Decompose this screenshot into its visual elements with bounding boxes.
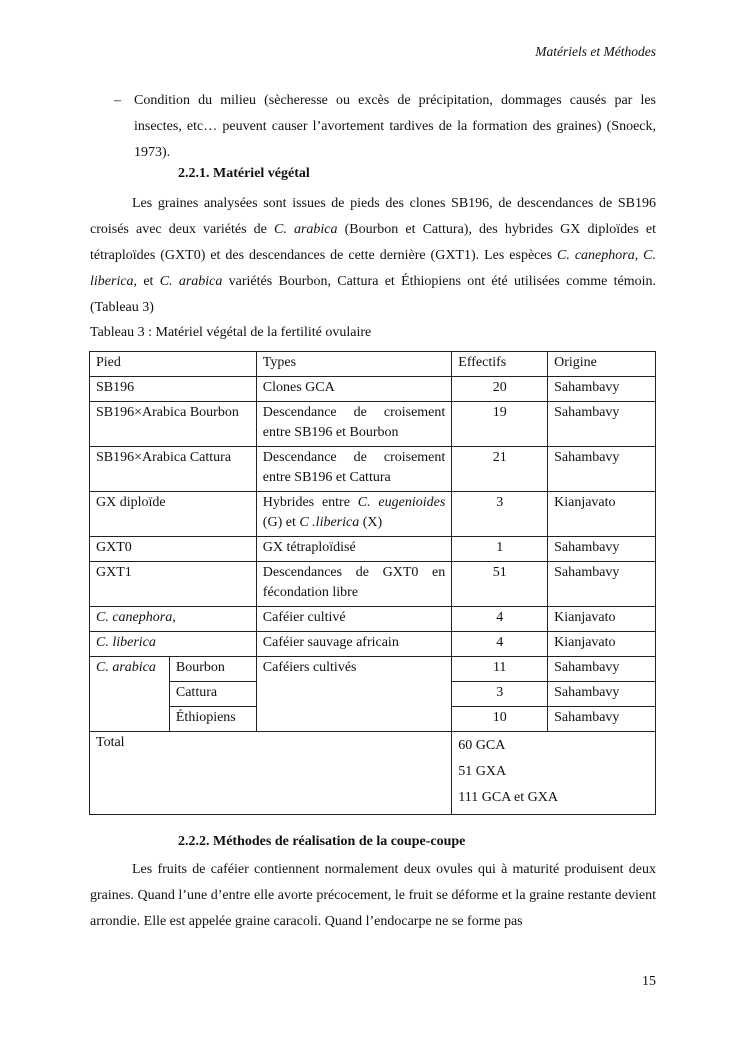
paragraph-materiel-vegetal xyxy=(90,191,656,321)
cell-origine: Sahambavy xyxy=(548,562,656,607)
bullet-item xyxy=(90,88,656,166)
cell-pied: C. canephora, xyxy=(90,607,257,632)
table-row xyxy=(90,447,656,492)
table-row xyxy=(90,657,656,682)
header-types: Types xyxy=(256,352,451,377)
cell-effectif: 1 xyxy=(452,537,548,562)
cell-effectif: 3 xyxy=(452,682,548,707)
cell-type: Caféiers cultivés xyxy=(256,657,451,732)
total-line: 60 GCA xyxy=(458,738,506,753)
table-row xyxy=(90,492,656,537)
vegetal-material-table xyxy=(89,351,656,815)
bullet-dash: – xyxy=(114,93,121,108)
table-caption: Tableau 3 : Matériel végétal de la fertilité ovulaire xyxy=(90,325,372,340)
table-total-row xyxy=(90,732,656,815)
cell-effectif: 19 xyxy=(452,402,548,447)
cell-origine: Sahambavy xyxy=(548,402,656,447)
header-pied: Pied xyxy=(90,352,257,377)
cell-type: Caféier sauvage africain xyxy=(256,632,451,657)
cell-effectif: 51 xyxy=(452,562,548,607)
cell-pied-arabica: C. arabica xyxy=(90,657,170,732)
cell-origine: Sahambavy xyxy=(548,707,656,732)
cell-type: Clones GCA xyxy=(256,377,451,402)
cell-origine: Sahambavy xyxy=(548,657,656,682)
paragraph-coupe-coupe xyxy=(90,857,656,935)
cell-effectif: 21 xyxy=(452,447,548,492)
section-title-222: 2.2.2. Méthodes de réalisation de la coupe-coupe xyxy=(178,834,466,849)
cell-variety: Bourbon xyxy=(169,657,256,682)
table-row xyxy=(90,562,656,607)
cell-effectif: 20 xyxy=(452,377,548,402)
cell-type: GX tétraploïdisé xyxy=(256,537,451,562)
cell-origine: Sahambavy xyxy=(548,377,656,402)
cell-effectif: 4 xyxy=(452,632,548,657)
table-header-row xyxy=(90,352,656,377)
total-line: 51 GXA xyxy=(458,764,507,779)
cell-origine: Kianjavato xyxy=(548,607,656,632)
table-row xyxy=(90,607,656,632)
cell-origine: Sahambavy xyxy=(548,537,656,562)
cell-pied: GXT0 xyxy=(90,537,257,562)
running-header: Matériels et Méthodes xyxy=(535,44,656,59)
cell-origine: Kianjavato xyxy=(548,632,656,657)
cell-pied: SB196×Arabica Cattura xyxy=(90,447,257,492)
paragraph-text: Les fruits de caféier contiennent normalement deux ovules qui à maturité produisent deux graines. Quand l’une d’entre elle avorte précocement, le fruit se déforme et la graine restante devient arrondie. Elle est appelée graine caracoli. Quand l’endocarpe ne se forme pas xyxy=(90,862,656,929)
cell-total-values xyxy=(452,732,656,815)
cell-origine: Sahambavy xyxy=(548,447,656,492)
bullet-text: Condition du milieu (sècheresse ou excès de précipitation, dommages causés par les insectes, etc… peuvent causer l’avortement tardives de la formation des graines) (Snoeck, 1973). xyxy=(134,93,656,160)
cell-effectif: 3 xyxy=(452,492,548,537)
cell-total-label: Total xyxy=(90,732,452,815)
cell-type: Hybrides entre C. eugenioides (G) et C .liberica (X) xyxy=(256,492,451,537)
page-number: 15 xyxy=(642,974,656,989)
cell-effectif: 4 xyxy=(452,607,548,632)
cell-pied: SB196 xyxy=(90,377,257,402)
table-row xyxy=(90,537,656,562)
cell-origine: Sahambavy xyxy=(548,682,656,707)
cell-variety: Éthiopiens xyxy=(169,707,256,732)
cell-type: Descendances de GXT0 en fécondation libre xyxy=(256,562,451,607)
cell-effectif: 11 xyxy=(452,657,548,682)
cell-pied: GXT1 xyxy=(90,562,257,607)
cell-type: Caféier cultivé xyxy=(256,607,451,632)
cell-type: Descendance de croisement entre SB196 et Cattura xyxy=(256,447,451,492)
header-origine: Origine xyxy=(548,352,656,377)
cell-pied: SB196×Arabica Bourbon xyxy=(90,402,257,447)
total-line: 111 GCA et GXA xyxy=(458,790,558,805)
cell-pied: C. liberica xyxy=(90,632,257,657)
paragraph-text: Les graines analysées sont issues de pieds des clones SB196, de descendances de SB196 croisés avec deux variétés de C. arabica (Bourbon et Cattura), des hybrides GX diploïdes et tétraploïdes (GXT0) et des descendances de cette dernière (GXT1). Les espèces C. canephora, C. liberica, et C. arabica variétés Bourbon, Cattura et Éthiopiens ont été utilisées comme témoin. (Tableau 3) xyxy=(90,196,657,315)
table-row xyxy=(90,377,656,402)
cell-effectif: 10 xyxy=(452,707,548,732)
cell-origine: Kianjavato xyxy=(548,492,656,537)
header-effectifs: Effectifs xyxy=(452,352,548,377)
section-title-221: 2.2.1. Matériel végétal xyxy=(178,166,310,181)
table-row xyxy=(90,402,656,447)
cell-type: Descendance de croisement entre SB196 et Bourbon xyxy=(256,402,451,447)
cell-variety: Cattura xyxy=(169,682,256,707)
cell-pied: GX diploïde xyxy=(90,492,257,537)
table-row xyxy=(90,632,656,657)
